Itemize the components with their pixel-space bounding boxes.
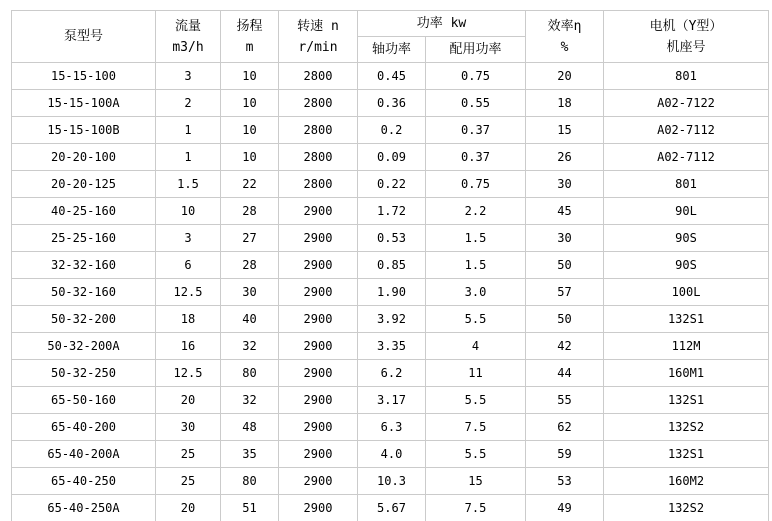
table-cell: 0.75 [426, 63, 526, 90]
col-header-shaft-power [358, 37, 426, 63]
col-header-motor [604, 11, 769, 63]
table-cell: 801 [604, 171, 769, 198]
header-line: m3/h [172, 39, 204, 55]
table-cell: 4 [426, 333, 526, 360]
table-cell: 132S1 [604, 306, 769, 333]
header-line: 功率 kw [416, 16, 467, 31]
pump-spec-table [11, 10, 769, 521]
table-cell: 0.53 [358, 225, 426, 252]
table-row [12, 306, 769, 333]
table-cell: 2800 [279, 171, 358, 198]
table-row [12, 414, 769, 441]
table-row [12, 387, 769, 414]
table-cell: 3.0 [426, 279, 526, 306]
table-cell: 132S2 [604, 414, 769, 441]
header-line: r/min [298, 39, 338, 55]
table-cell: 27 [221, 225, 279, 252]
col-header-power-group [358, 11, 526, 37]
table-cell: 5.5 [426, 387, 526, 414]
table-cell: 44 [526, 360, 604, 387]
table-cell: 40 [221, 306, 279, 333]
table-row [12, 90, 769, 117]
table-cell: 160M1 [604, 360, 769, 387]
table-cell: 20 [156, 387, 221, 414]
table-cell: 35 [221, 441, 279, 468]
table-cell: 3.92 [358, 306, 426, 333]
table-cell: 25 [156, 441, 221, 468]
table-row [12, 360, 769, 387]
table-cell: 6.3 [358, 414, 426, 441]
table-cell: 18 [156, 306, 221, 333]
table-cell: 28 [221, 252, 279, 279]
table-cell: 132S1 [604, 441, 769, 468]
table-cell: 30 [156, 414, 221, 441]
table-cell: 49 [526, 495, 604, 521]
table-cell: 0.37 [426, 144, 526, 171]
table-cell: 3.35 [358, 333, 426, 360]
col-header-speed [279, 11, 358, 63]
table-body [12, 63, 769, 521]
header-line: 流量 [174, 18, 201, 34]
table-cell: 28 [221, 198, 279, 225]
table-cell: 0.45 [358, 63, 426, 90]
table-cell: 15-15-100B [12, 117, 156, 144]
table-cell: 160M2 [604, 468, 769, 495]
col-header-head [221, 11, 279, 63]
table-cell: 50-32-250 [12, 360, 156, 387]
table-cell: 10.3 [358, 468, 426, 495]
table-cell: 2900 [279, 360, 358, 387]
table-cell: 2900 [279, 441, 358, 468]
table-cell: 25-25-160 [12, 225, 156, 252]
table-cell: 50 [526, 306, 604, 333]
table-cell: 53 [526, 468, 604, 495]
table-row [12, 171, 769, 198]
table-cell: A02-7112 [604, 117, 769, 144]
table-cell: 90S [604, 252, 769, 279]
table-cell: 7.5 [426, 495, 526, 521]
table-row [12, 468, 769, 495]
table-cell: 1.90 [358, 279, 426, 306]
col-header-matched-power [426, 37, 526, 63]
table-cell: 40-25-160 [12, 198, 156, 225]
table-cell: 12.5 [156, 279, 221, 306]
header-line: 电机（Y型） [649, 18, 723, 34]
table-cell: 90L [604, 198, 769, 225]
col-header-efficiency [526, 11, 604, 63]
table-cell: 0.85 [358, 252, 426, 279]
table-cell: 7.5 [426, 414, 526, 441]
table-cell: 12.5 [156, 360, 221, 387]
table-cell: 1 [156, 144, 221, 171]
header-line: m [245, 39, 254, 55]
table-cell: 0.22 [358, 171, 426, 198]
table-cell: 2900 [279, 387, 358, 414]
table-cell: 50-32-200A [12, 333, 156, 360]
table-cell: 0.55 [426, 90, 526, 117]
table-cell: 0.75 [426, 171, 526, 198]
table-cell: 5.5 [426, 441, 526, 468]
table-cell: 10 [221, 117, 279, 144]
table-cell: 51 [221, 495, 279, 521]
table-cell: 2900 [279, 414, 358, 441]
table-cell: 32-32-160 [12, 252, 156, 279]
table-cell: 6.2 [358, 360, 426, 387]
table-cell: 30 [221, 279, 279, 306]
table-row [12, 198, 769, 225]
table-cell: 50-32-200 [12, 306, 156, 333]
table-row [12, 333, 769, 360]
table-cell: 80 [221, 360, 279, 387]
table-cell: 1.72 [358, 198, 426, 225]
table-cell: 57 [526, 279, 604, 306]
header-line: 泵型号 [63, 29, 103, 44]
table-cell: 16 [156, 333, 221, 360]
table-row [12, 225, 769, 252]
table-cell: 2800 [279, 63, 358, 90]
table-cell: 32 [221, 333, 279, 360]
table-cell: 0.36 [358, 90, 426, 117]
table-cell: 20 [526, 63, 604, 90]
table-cell: 20 [156, 495, 221, 521]
table-cell: 15 [426, 468, 526, 495]
table-cell: 0.37 [426, 117, 526, 144]
table-cell: 2900 [279, 279, 358, 306]
table-cell: 50 [526, 252, 604, 279]
table-cell: 65-40-250 [12, 468, 156, 495]
table-cell: 2 [156, 90, 221, 117]
header-line: 转速 n [297, 18, 339, 34]
table-cell: 2900 [279, 225, 358, 252]
table-cell: 5.5 [426, 306, 526, 333]
table-cell: 80 [221, 468, 279, 495]
table-cell: 22 [221, 171, 279, 198]
table-cell: 50-32-160 [12, 279, 156, 306]
table-cell: 10 [221, 63, 279, 90]
table-cell: 132S2 [604, 495, 769, 521]
table-cell: 2.2 [426, 198, 526, 225]
table-cell: 3 [156, 63, 221, 90]
table-cell: 112M [604, 333, 769, 360]
table-cell: 6 [156, 252, 221, 279]
table-row [12, 279, 769, 306]
table-header [12, 11, 769, 63]
table-cell: 2800 [279, 117, 358, 144]
header-row-1 [12, 11, 769, 37]
table-cell: 15-15-100A [12, 90, 156, 117]
header-line: 配用功率 [449, 42, 502, 57]
table-cell: 59 [526, 441, 604, 468]
table-cell: 20-20-125 [12, 171, 156, 198]
table-cell: 4.0 [358, 441, 426, 468]
table-cell: 10 [221, 144, 279, 171]
table-cell: 65-40-250A [12, 495, 156, 521]
table-cell: 2900 [279, 495, 358, 521]
table-cell: 5.67 [358, 495, 426, 521]
table-cell: 20-20-100 [12, 144, 156, 171]
table-cell: 65-40-200 [12, 414, 156, 441]
table-cell: 100L [604, 279, 769, 306]
table-cell: 2800 [279, 90, 358, 117]
table-cell: 1 [156, 117, 221, 144]
table-cell: 26 [526, 144, 604, 171]
header-line: 扬程 [236, 18, 263, 34]
table-cell: 25 [156, 468, 221, 495]
col-header-pump-model [12, 11, 156, 63]
table-cell: 11 [426, 360, 526, 387]
col-header-flow [156, 11, 221, 63]
table-cell: 65-50-160 [12, 387, 156, 414]
table-cell: 1.5 [426, 252, 526, 279]
table-cell: 15-15-100 [12, 63, 156, 90]
table-cell: 0.2 [358, 117, 426, 144]
table-cell: 32 [221, 387, 279, 414]
table-cell: 2900 [279, 198, 358, 225]
table-cell: 801 [604, 63, 769, 90]
table-cell: 2900 [279, 468, 358, 495]
table-row [12, 144, 769, 171]
table-cell: 65-40-200A [12, 441, 156, 468]
table-cell: 132S1 [604, 387, 769, 414]
table-cell: A02-7112 [604, 144, 769, 171]
table-cell: 10 [156, 198, 221, 225]
table-row [12, 117, 769, 144]
table-cell: 3.17 [358, 387, 426, 414]
table-cell: 48 [221, 414, 279, 441]
table-cell: 2900 [279, 306, 358, 333]
header-line: % [560, 39, 569, 55]
table-cell: 45 [526, 198, 604, 225]
header-line: 轴功率 [371, 42, 411, 57]
table-cell: 1.5 [426, 225, 526, 252]
table-cell: 62 [526, 414, 604, 441]
table-cell: 15 [526, 117, 604, 144]
table-cell: 2900 [279, 252, 358, 279]
table-cell: 0.09 [358, 144, 426, 171]
table-cell: 3 [156, 225, 221, 252]
table-cell: 30 [526, 225, 604, 252]
table-cell: 42 [526, 333, 604, 360]
table-row [12, 495, 769, 521]
table-cell: A02-7122 [604, 90, 769, 117]
table-cell: 2900 [279, 333, 358, 360]
table-row [12, 252, 769, 279]
header-line: 效率η [547, 18, 582, 34]
table-cell: 1.5 [156, 171, 221, 198]
table-cell: 10 [221, 90, 279, 117]
table-cell: 2800 [279, 144, 358, 171]
table-cell: 90S [604, 225, 769, 252]
table-row [12, 63, 769, 90]
table-cell: 30 [526, 171, 604, 198]
header-line: 机座号 [666, 39, 706, 55]
table-cell: 18 [526, 90, 604, 117]
table-row [12, 441, 769, 468]
table-cell: 55 [526, 387, 604, 414]
